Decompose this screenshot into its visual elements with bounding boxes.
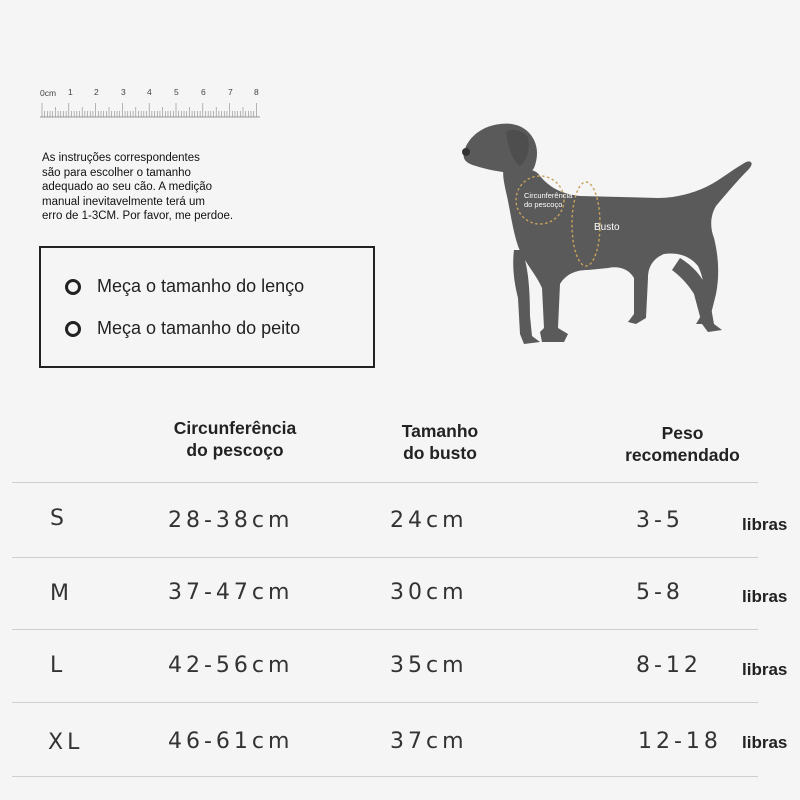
legend-box <box>39 246 375 368</box>
ring-bullet-icon <box>65 279 81 295</box>
dog-nose-icon <box>462 148 470 156</box>
unit-cell: libras <box>742 587 788 606</box>
unit-cell: libras <box>742 660 788 679</box>
chest-cell: 30cm <box>390 580 468 605</box>
ruler <box>38 84 266 128</box>
weight-cell: 8-12 <box>636 653 702 678</box>
chest-cell: 24cm <box>390 508 468 533</box>
ruler-label-8: 8 <box>254 87 259 97</box>
legend-label-chest: Meça o tamanho do peito <box>97 318 301 338</box>
weight-cell: 3-5 <box>636 508 684 533</box>
row-divider <box>12 629 758 630</box>
neck-cell: 28-38cm <box>168 508 294 533</box>
legend-item-neck <box>65 276 304 297</box>
dog-chest-label: Busto <box>594 222 620 233</box>
ruler-label-2: 2 <box>94 87 99 97</box>
legend-label-neck: Meça o tamanho do lenço <box>97 276 305 296</box>
neck-cell: 37-47cm <box>168 580 294 605</box>
unit-cell: libras <box>742 733 788 752</box>
dog-illustration <box>458 118 758 353</box>
neck-cell: 46-61cm <box>168 729 294 754</box>
ruler-label-3: 3 <box>121 87 126 97</box>
ruler-label-1: 1 <box>68 87 73 97</box>
row-divider <box>12 557 758 558</box>
size-cell: XL <box>48 730 84 755</box>
ring-bullet-icon <box>65 321 81 337</box>
size-cell: L <box>50 653 67 678</box>
ruler-label-6: 6 <box>201 87 206 97</box>
ruler-label-7: 7 <box>228 87 233 97</box>
header-neck: Circunferência do pescoço <box>173 418 297 460</box>
dog-silhouette-icon <box>464 124 752 344</box>
dog-neck-label: Circunferência do pescoço <box>524 191 573 209</box>
header-weight: Peso recomendado <box>625 423 740 465</box>
row-divider <box>12 702 758 703</box>
ruler-label-4: 4 <box>147 87 152 97</box>
weight-cell: 5-8 <box>636 580 684 605</box>
size-cell: M <box>50 581 73 606</box>
legend-item-chest <box>65 318 300 339</box>
row-divider <box>12 482 758 483</box>
size-cell: S <box>50 506 68 531</box>
weight-cell: 12-18 <box>638 729 722 754</box>
chest-cell: 37cm <box>390 729 468 754</box>
instructions-text: As instruções correspondentes são para escolher o tamanho adequado ao seu cão. A medição manual inevitavelmente terá um erro de 1-3CM. Por favor, me perdoe. <box>42 152 234 222</box>
neck-cell: 42-56cm <box>168 653 294 678</box>
ruler-label-5: 5 <box>174 87 179 97</box>
header-chest: Tamanho do busto <box>401 421 479 463</box>
row-divider <box>12 776 758 777</box>
ruler-label-0: 0cm <box>40 88 57 98</box>
unit-cell: libras <box>742 515 788 534</box>
chest-cell: 35cm <box>390 653 468 678</box>
